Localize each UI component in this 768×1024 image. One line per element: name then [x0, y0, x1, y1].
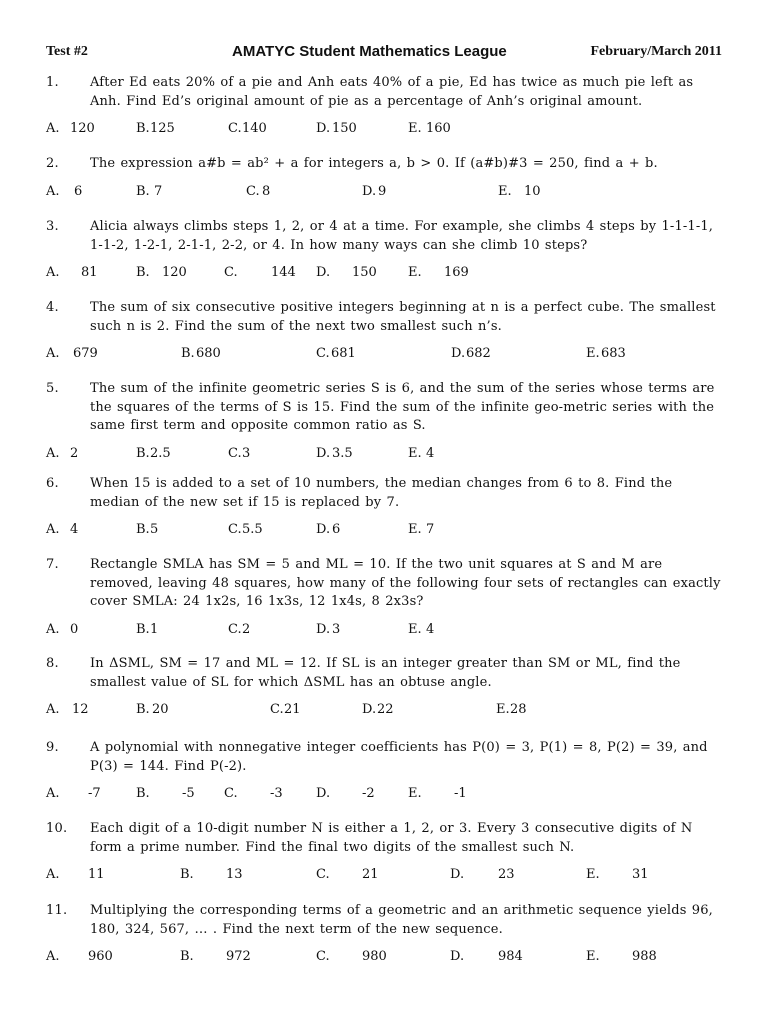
choice-letter: D. [362, 183, 377, 199]
choice-value: 960 [88, 949, 113, 964]
choice-letter: D. [362, 702, 377, 717]
choice-letter: D. [451, 346, 466, 361]
choice-value: 2.5 [150, 445, 171, 461]
choice-letter: C. [270, 702, 284, 717]
choice-letter: A. [46, 445, 60, 461]
problem-number: 7. [46, 557, 59, 572]
choice-value: 13 [226, 867, 243, 882]
choice-value: 3.5 [332, 445, 353, 461]
choice-value: 7 [154, 183, 163, 199]
problem-text: Multiplying the corresponding terms of a geometric and an arithmetic sequence yields 96, 180, 324, 567, … . Find the next term of the new sequence. [90, 903, 713, 937]
choice-value: 682 [466, 346, 491, 361]
choice-value: 21 [284, 702, 301, 717]
answer-choices [46, 120, 726, 138]
choice-letter: B. [136, 786, 150, 801]
choice-value: 81 [81, 265, 98, 280]
problem-number: 9. [46, 740, 59, 755]
choice-letter: C. [316, 867, 330, 882]
choice-letter: E. [586, 949, 600, 964]
choice-value: 125 [150, 121, 175, 136]
choice-letter: E. [408, 265, 422, 280]
choice-value: 144 [271, 265, 296, 280]
choice-value: 169 [444, 265, 469, 280]
choice-value: 6 [74, 183, 83, 199]
choice-letter: E. [408, 522, 422, 537]
choice-letter: C. [246, 183, 260, 199]
problem-number: 4. [46, 300, 59, 315]
choice-letter: A. [46, 949, 60, 964]
choice-value: 2 [70, 445, 79, 461]
choice-letter: C. [224, 786, 238, 801]
problem-5 [46, 380, 726, 463]
choice-value: -2 [362, 786, 375, 801]
choice-letter: A. [46, 621, 60, 637]
choice-letter: A. [46, 183, 60, 199]
choice-value: 4 [426, 621, 435, 637]
choice-letter: D. [316, 786, 331, 801]
choice-letter: B. [180, 867, 194, 882]
choice-value: 140 [242, 121, 267, 136]
test-date: February/March 2011 [590, 44, 722, 59]
answer-choices [46, 264, 726, 282]
problem-text: In ΔSML, SM = 17 and ML = 12. If SL is an integer greater than SM or ML, find the smallest value of SL for which ΔSML has an obtuse angle. [90, 656, 681, 690]
choice-value: 5 [150, 522, 159, 537]
choice-value: 5.5 [242, 522, 263, 537]
page-header [46, 44, 722, 62]
problem-number: 1. [46, 75, 59, 90]
choice-letter: A. [46, 265, 60, 280]
choice-value: 8 [262, 183, 271, 199]
league-title: AMATYC Student Mathematics League [232, 43, 507, 60]
choice-value: 4 [70, 522, 79, 537]
problem-text: Each digit of a 10-digit number N is either a 1, 2, or 3. Every 3 consecutive digits of N form a prime number. Find the final two digits of the smallest such N. [90, 821, 693, 855]
choice-letter: B. [136, 265, 150, 280]
problem-3 [46, 218, 726, 282]
choice-value: 11 [88, 867, 105, 882]
problem-text: Alicia always climbs steps 1, 2, or 4 at a time. For example, she climbs 4 steps by 1-1-1-1, 1-1-2, 1-2-1, 2-1-1, 2-2, or 4. In how many ways can she climb 10 steps? [90, 219, 714, 253]
problem-text: The sum of six consecutive positive integers beginning at n is a perfect cube. The smallest such n is 2. Find the sum of the next two smallest such n’s. [90, 300, 716, 334]
answer-choices [46, 621, 726, 639]
choice-value: 3 [332, 621, 341, 637]
choice-letter: E. [496, 702, 510, 717]
choice-letter: C. [316, 949, 330, 964]
problem-9 [46, 739, 726, 803]
choice-letter: B. [136, 183, 150, 199]
choice-value: 6 [332, 522, 341, 537]
choice-letter: E. [408, 621, 422, 637]
choice-letter: E. [408, 445, 422, 461]
choice-letter: A. [46, 346, 60, 361]
choice-value: 120 [162, 265, 187, 280]
choice-letter: D. [316, 265, 331, 280]
choice-value: 980 [362, 949, 387, 964]
choice-value: 984 [498, 949, 523, 964]
choice-value: 120 [70, 121, 95, 136]
choice-letter: A. [46, 867, 60, 882]
choice-letter: B. [181, 346, 195, 361]
choice-letter: A. [46, 702, 60, 717]
choice-value: 988 [632, 949, 657, 964]
choice-letter: D. [450, 949, 465, 964]
choice-letter: A. [46, 522, 60, 537]
choice-value: 4 [426, 445, 435, 461]
choice-value: 150 [332, 121, 357, 136]
choice-value: 12 [72, 702, 89, 717]
choice-value: -1 [454, 786, 467, 801]
answer-choices [46, 521, 726, 539]
choice-letter: C. [228, 522, 242, 537]
choice-value: 972 [226, 949, 251, 964]
choice-value: 3 [242, 445, 251, 461]
choice-letter: C. [228, 445, 242, 461]
answer-choices [46, 785, 726, 803]
choice-letter: C. [224, 265, 238, 280]
problem-2 [46, 155, 726, 201]
problem-number: 10. [46, 821, 68, 836]
choice-letter: B. [180, 949, 194, 964]
problem-number: 3. [46, 219, 59, 234]
choice-value: 679 [73, 346, 98, 361]
choice-letter: D. [316, 121, 331, 136]
problem-text: A polynomial with nonnegative integer coefficients has P(0) = 3, P(1) = 8, P(2) = 39, and P(3) = 144. Find P(-2). [90, 740, 708, 774]
problem-number: 5. [46, 381, 59, 396]
choice-value: 7 [426, 522, 435, 537]
problem-1 [46, 74, 726, 138]
problem-number: 11. [46, 903, 68, 918]
choice-letter: D. [316, 522, 331, 537]
problem-text: The expression a#b = ab² + a for integers a, b > 0. If (a#b)#3 = 250, find a + b. [90, 156, 658, 171]
problem-7 [46, 556, 726, 639]
answer-choices [46, 866, 726, 884]
choice-letter: D. [316, 445, 331, 461]
choice-value: 9 [378, 183, 387, 199]
choice-value: 160 [426, 121, 451, 136]
test-number: Test #2 [46, 44, 88, 59]
choice-value: 23 [498, 867, 515, 882]
choice-value: 2 [242, 621, 251, 637]
choice-value: 1 [150, 621, 159, 637]
choice-value: -5 [182, 786, 195, 801]
choice-value: 150 [352, 265, 377, 280]
choice-value: 680 [196, 346, 221, 361]
problem-8 [46, 655, 726, 719]
choice-letter: E. [586, 867, 600, 882]
choice-letter: E. [498, 183, 512, 199]
choice-letter: E. [408, 121, 422, 136]
answer-choices [46, 445, 726, 463]
choice-letter: A. [46, 121, 60, 136]
problem-text: Rectangle SMLA has SM = 5 and ML = 10. If the two unit squares at S and M are removed, leaving 48 squares, how many of the following four sets of rectangles can exactly cover SMLA: 24 1x2s, 16 1x3s, 12 1x4s, 8 2x3s? [90, 557, 721, 609]
choice-value: 28 [510, 702, 527, 717]
choice-letter: A. [46, 786, 60, 801]
choice-letter: B. [136, 621, 150, 637]
choice-letter: C. [316, 346, 330, 361]
choice-value: 10 [524, 183, 541, 199]
choice-value: 20 [152, 702, 169, 717]
choice-value: 21 [362, 867, 379, 882]
choice-letter: E. [586, 346, 600, 361]
choice-value: 22 [377, 702, 394, 717]
problem-6 [46, 475, 726, 539]
choice-letter: E. [408, 786, 422, 801]
answer-choices [46, 345, 726, 363]
answer-choices [46, 701, 726, 719]
choice-letter: D. [316, 621, 331, 637]
choice-value: 0 [70, 621, 79, 637]
choice-value: 681 [331, 346, 356, 361]
problem-number: 8. [46, 656, 59, 671]
choice-letter: D. [450, 867, 465, 882]
choice-letter: C. [228, 121, 242, 136]
problem-4 [46, 299, 726, 363]
problem-10 [46, 820, 726, 884]
answer-choices [46, 183, 726, 201]
problem-text: The sum of the infinite geometric series S is 6, and the sum of the series whose terms are the squares of the terms of S is 15. Find the sum of the infinite geo-metric series with the same first term and opposite common ratio as S. [90, 381, 715, 433]
choice-value: -3 [270, 786, 283, 801]
choice-letter: B. [136, 445, 150, 461]
choice-value: 31 [632, 867, 649, 882]
problem-number: 2. [46, 156, 59, 171]
problem-number: 6. [46, 476, 59, 491]
answer-choices [46, 948, 726, 966]
problem-11 [46, 902, 726, 966]
problem-text: After Ed eats 20% of a pie and Anh eats 40% of a pie, Ed has twice as much pie left as Anh. Find Ed’s original amount of pie as a percentage of Anh’s original amount. [90, 75, 694, 109]
problem-text: When 15 is added to a set of 10 numbers, the median changes from 6 to 8. Find the median of the new set if 15 is replaced by 7. [90, 476, 673, 510]
choice-value: -7 [88, 786, 101, 801]
choice-letter: B. [136, 522, 150, 537]
choice-letter: B. [136, 121, 150, 136]
choice-value: 683 [601, 346, 626, 361]
choice-letter: C. [228, 621, 242, 637]
choice-letter: B. [136, 702, 150, 717]
